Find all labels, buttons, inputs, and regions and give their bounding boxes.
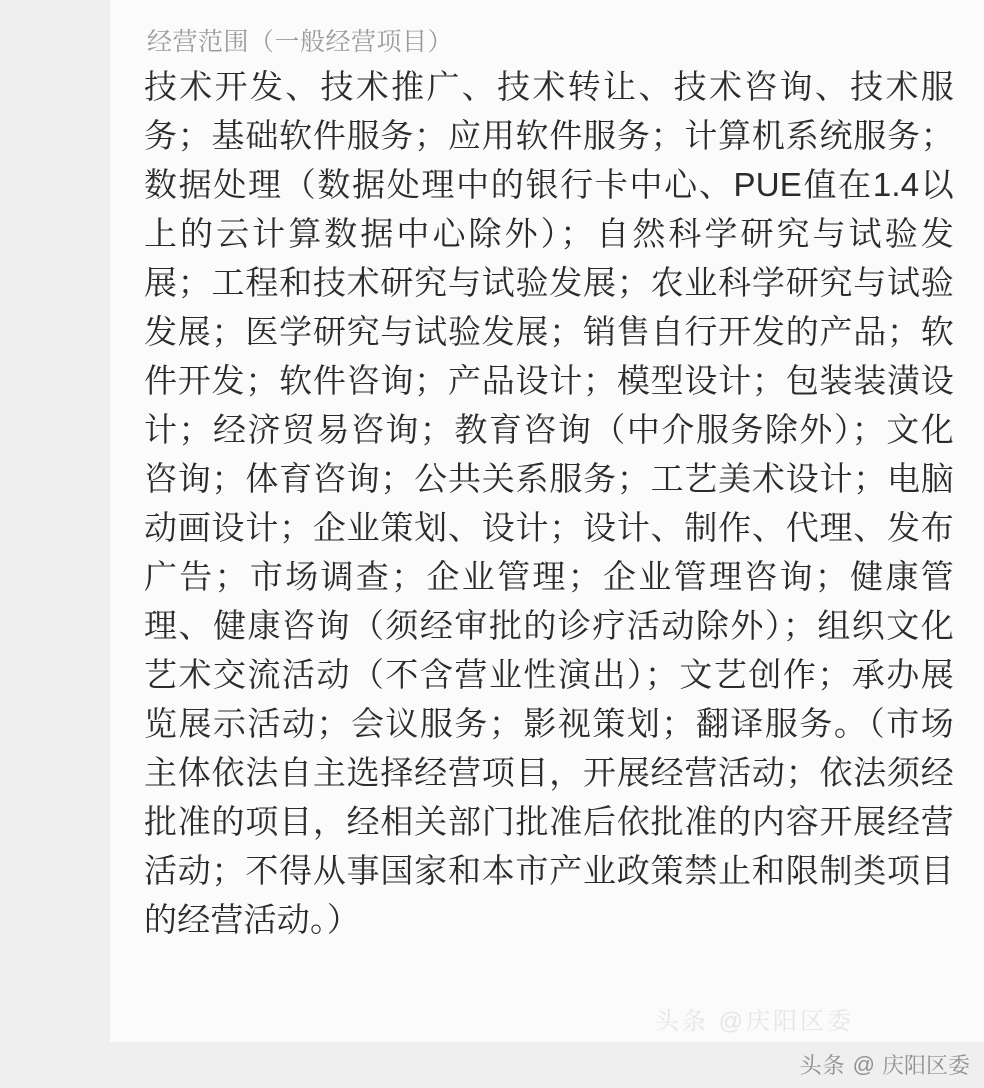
watermark	[800, 1049, 970, 1080]
at-symbol: @	[852, 1051, 875, 1077]
field-label-title: 经营范围	[147, 28, 250, 56]
business-scope-card	[110, 0, 984, 1042]
field-label-suffix: （一般经营项目）	[249, 28, 454, 56]
platform-logo: 头条	[799, 1053, 846, 1078]
left-gutter	[0, 0, 110, 1088]
business-scope-body: 技术开发、技术推广、技术转让、技术咨询、技术服务；基础软件服务；应用软件服务；计算机系统服务；数据处理（数据处理中的银行卡中心、PUE值在1.4以上的云计算数据中心除外）；自然科学研究与试验发展；工程和技术研究与试验发展；农业科学研究与试验发展；医学研究与试验发展；销售自行开发的产品；软件开发；软件咨询；产品设计；模型设计；包装装潢设计；经济贸易咨询；教育咨询（中介服务除外）；文化咨询；体育咨询；公共关系服务；工艺美术设计；电脑动画设计；企业策划、设计；设计、制作、代理、发布广告；市场调查；企业管理；企业管理咨询；健康管理、健康咨询（须经审批的诊疗活动除外）；组织文化艺术交流活动（不含营业性演出）；文艺创作；承办展览展示活动；会议服务；影视策划；翻译服务。（市场主体依法自主选择经营项目，开展经营活动；依法须经批准的项目，经相关部门批准后依批准的内容开展经营活动；不得从事国家和本市产业政策禁止和限制类项目的经营活动。）	[144, 68, 954, 938]
field-label	[147, 22, 453, 58]
account-name: 庆阳区委	[881, 1053, 970, 1078]
ghost-watermark: 头条 @庆阳区委	[654, 1008, 854, 1035]
